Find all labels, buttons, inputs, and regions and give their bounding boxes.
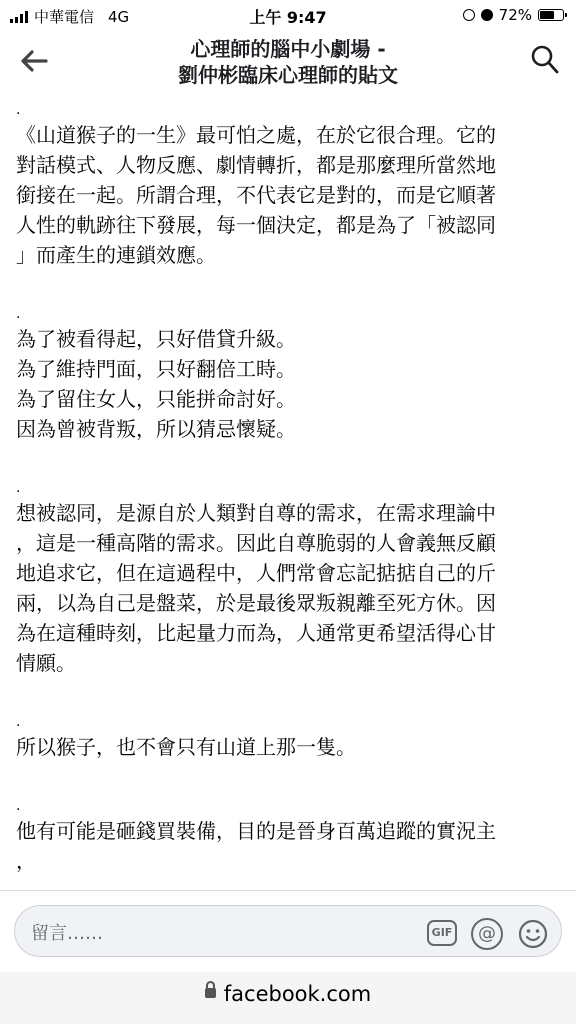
page-title-line1: 心理師的腦中小劇場 - <box>190 37 386 61</box>
search-icon <box>530 44 560 76</box>
rotation-lock-icon <box>463 9 475 21</box>
url-display[interactable] <box>0 982 576 1006</box>
text-line: 情願。 <box>16 651 76 675</box>
text-line: 所以猴子，也不會只有山道上那一隻。 <box>16 735 356 759</box>
status-time: 上午 9:47 <box>249 8 327 27</box>
text-line: 為在這種時刻，比起量力而為，人通常更希望活得心甘 <box>16 621 496 645</box>
section-separator: . <box>16 306 21 322</box>
carrier-label: 中華電信 <box>34 8 95 26</box>
text-line: 為了被看得起，只好借貸升級。 <box>16 327 296 351</box>
gif-icon[interactable]: GIF <box>427 920 457 946</box>
text-line: 因為曾被背叛，所以猜忌懷疑。 <box>16 417 296 441</box>
battery-percent: 72% <box>498 6 532 24</box>
mention-icon[interactable]: @ <box>471 918 503 950</box>
text-line: ， <box>16 849 36 873</box>
page-title-line2: 劉仲彬臨床心理師的貼文 <box>178 63 398 87</box>
text-line: 地追求它，但在這過程中，人們常會忘記掂掂自己的斤 <box>16 561 496 585</box>
status-right <box>463 6 564 24</box>
browser-url-bar[interactable] <box>0 972 576 1024</box>
section-separator: . <box>16 480 21 496</box>
post-section <box>16 712 564 762</box>
text-line: ，這是一種高階的需求。因此自尊脆弱的人會義無反顧 <box>16 531 496 555</box>
text-line: 對話模式、人物反應、劇情轉折，都是那麼理所當然地 <box>16 153 496 177</box>
post-section <box>16 304 564 444</box>
post-section <box>16 796 564 876</box>
section-separator: . <box>16 102 21 118</box>
battery-icon <box>538 9 564 21</box>
text-line: 」而產生的連鎖效應。 <box>16 243 216 267</box>
post-body <box>16 92 564 876</box>
text-line: 他有可能是砸錢買裝備，目的是晉身百萬追蹤的實況主 <box>16 819 496 843</box>
page-title <box>70 36 506 88</box>
text-line: 兩，以為自己是盤菜，於是最後眾叛親離至死方休。因 <box>16 591 496 615</box>
network-label: 4G <box>108 7 130 26</box>
emoji-button[interactable] <box>517 918 549 950</box>
post-section <box>16 100 564 270</box>
section-separator: . <box>16 798 21 814</box>
status-bar <box>0 0 576 30</box>
text-line: 為了維持門面，只好翻倍工時。 <box>16 357 296 381</box>
search-button[interactable] <box>530 44 560 76</box>
text-line: 《山道猴子的一生》最可怕之處，在於它很合理。它的 <box>16 123 496 147</box>
comment-input[interactable] <box>14 905 562 957</box>
post-section <box>16 478 564 678</box>
text-line: 為了留住女人，只能拼命討好。 <box>16 387 296 411</box>
alarm-icon <box>481 9 493 21</box>
url-text: facebook.com <box>223 982 372 1006</box>
emoji-icon <box>517 918 549 950</box>
comment-placeholder: 留言…… <box>31 923 103 944</box>
comment-bar <box>0 890 576 973</box>
text-line: 想被認同，是源自於人類對自尊的需求，在需求理論中 <box>16 501 496 525</box>
back-button[interactable] <box>18 46 50 76</box>
section-separator: . <box>16 714 21 730</box>
text-line: 人性的軌跡往下發展，每一個決定，都是為了「被認同 <box>16 213 496 237</box>
page-header <box>0 30 576 92</box>
text-line: 銜接在一起。所謂合理，不代表它是對的，而是它順著 <box>16 183 496 207</box>
back-arrow-icon <box>18 46 50 76</box>
lock-icon <box>205 988 216 998</box>
